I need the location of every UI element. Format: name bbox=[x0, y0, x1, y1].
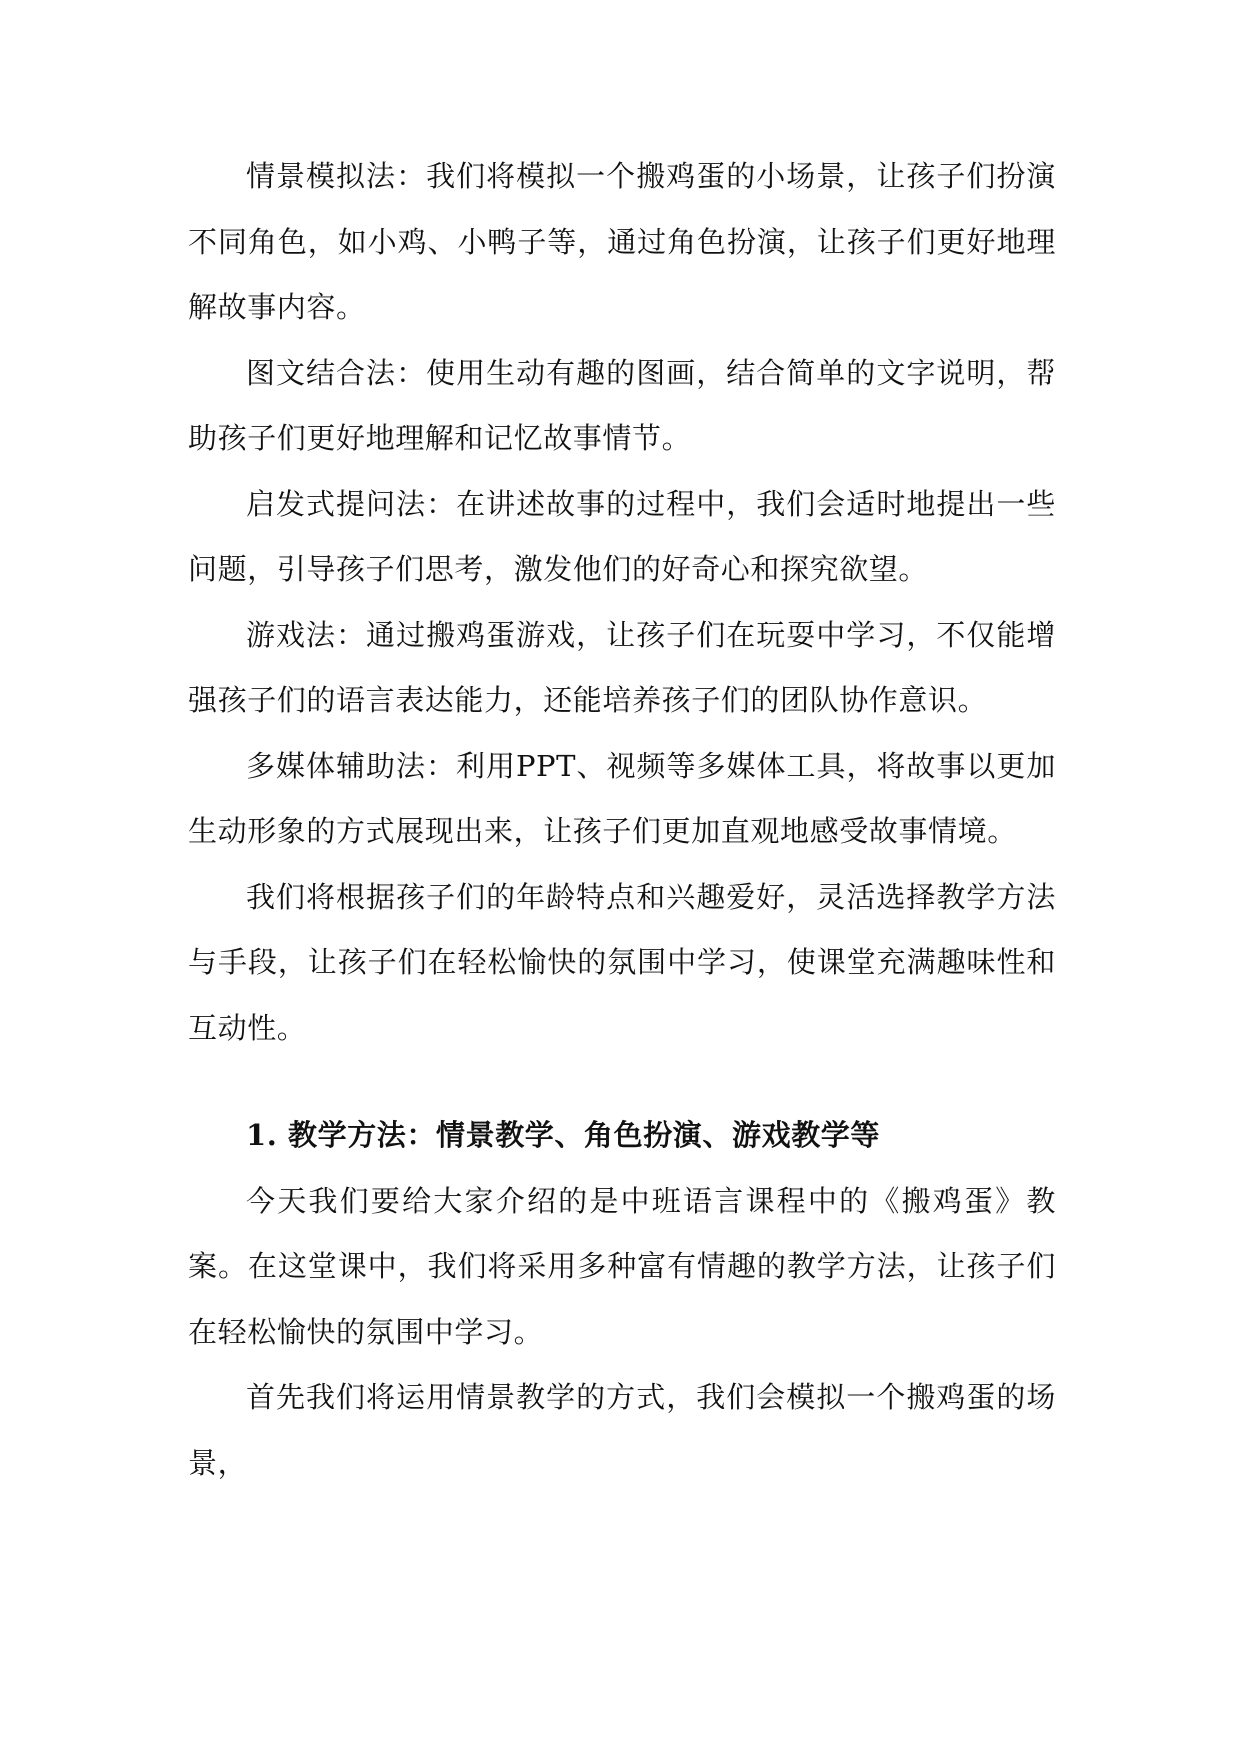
section-heading bbox=[188, 1103, 1056, 1169]
paragraph-introduction: 今天我们要给大家介绍的是中班语言课程中的《搬鸡蛋》教案。在这堂课中，我们将采用多种富有情趣的教学方法，让孩子们在轻松愉快的氛围中学习。 bbox=[188, 1183, 1056, 1349]
paragraph-summary: 我们将根据孩子们的年龄特点和兴趣爱好，灵活选择教学方法与手段，让孩子们在轻松愉快的氛围中学习，使课堂充满趣味性和互动性。 bbox=[188, 879, 1056, 1045]
paragraph-situation-simulation: 情景模拟法：我们将模拟一个搬鸡蛋的小场景，让孩子们扮演不同角色，如小鸡、小鸭子等，通过角色扮演，让孩子们更好地理解故事内容。 bbox=[188, 159, 1056, 324]
paragraph-first-method: 首先我们将运用情景教学的方式，我们会模拟一个搬鸡蛋的场景， bbox=[188, 1380, 1056, 1480]
section-gap bbox=[188, 1061, 1056, 1103]
document-body bbox=[188, 144, 1056, 1496]
heading-number: 1. bbox=[246, 1118, 278, 1152]
paragraph-picture-text: 图文结合法：使用生动有趣的图画，结合简单的文字说明，帮助孩子们更好地理解和记忆故事情节。 bbox=[188, 355, 1056, 455]
heading-text: 教学方法：情景教学、角色扮演、游戏教学等 bbox=[288, 1118, 881, 1152]
paragraph-multimedia: 多媒体辅助法：利用PPT、视频等多媒体工具，将故事以更加生动形象的方式展现出来，让孩子们更加直观地感受故事情境。 bbox=[188, 748, 1056, 848]
paragraph-game-method: 游戏法：通过搬鸡蛋游戏，让孩子们在玩耍中学习，不仅能增强孩子们的语言表达能力，还能培养孩子们的团队协作意识。 bbox=[188, 617, 1056, 717]
paragraph-heuristic-questions: 启发式提问法：在讲述故事的过程中，我们会适时地提出一些问题，引导孩子们思考，激发他们的好奇心和探究欲望。 bbox=[188, 486, 1056, 586]
